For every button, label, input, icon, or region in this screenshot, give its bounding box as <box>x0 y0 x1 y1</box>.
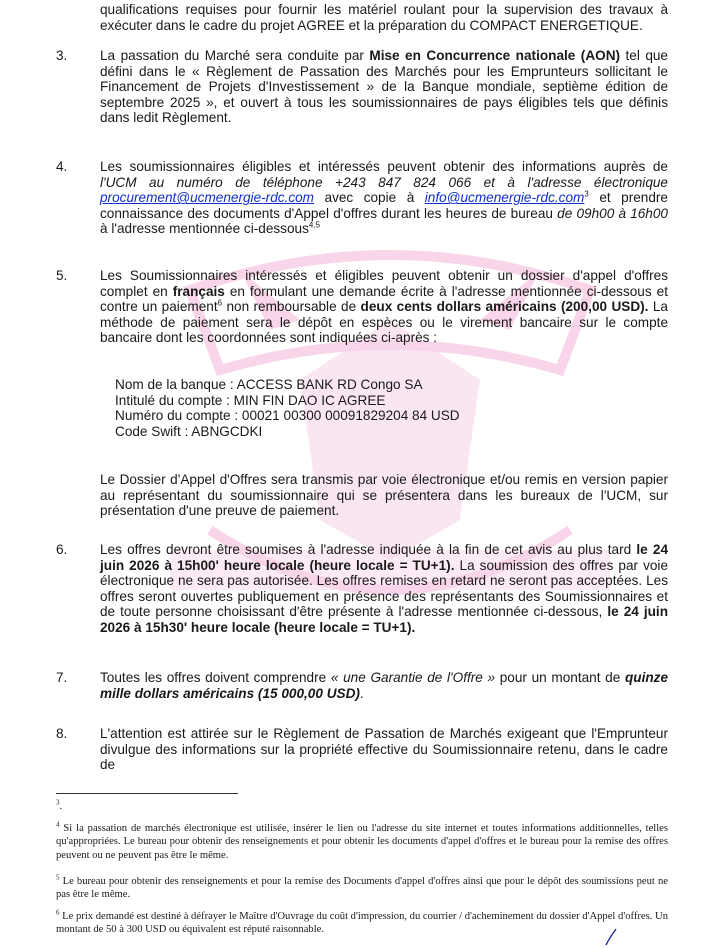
footnote-4: $^4$ Si la passation de marchés électronique est utilisée, insérer le lien ou l'adresse du site internet et toutes informations additionnelles, telles qu'appropriées. Le bureau pour obtenir des renseignements et pour obtenir les documents d'appel d'offres et le bureau pour la remise des offres peuvent ou ne peuvent pas être le même. <box>56 820 668 861</box>
paragraph-number-6: 6. <box>56 542 68 557</box>
paragraph-number-8: 8. <box>56 726 68 741</box>
email-link-procurement[interactable]: procurement@ucmenergie-rdc.com <box>100 190 315 206</box>
paragraph-continuation: qualifications requises pour fournir les matériel roulant pour la supervision des travaux à exécuter dans le cadre du projet AGREE et la préparation du COMPACT ENERGETIQUE. <box>100 2 668 33</box>
bid-guarantee-amount: quinze mille dollars américains (15 000,00 USD) <box>100 670 669 701</box>
paragraph-6: Les offres devront être soumises à l'adresse indiquée à la fin de cet avis au plus tard le 24 juin 2026 à 15h00' heure locale (heure locale = TU+1). La soumission des offres par voie électronique ne sera pas autorisée. Les offres remises en retard ne seront pas acceptées. Les offres seront ouvertes publiquement en présence des représentants des Soumissionnaires et de toute personne choisissant d'être présente à l'adresse mentionnée ci-dessous, le 24 juin 2026 à 15h30' heure locale (heure locale = TU+1). <box>100 542 669 635</box>
footnote-5: $^5$ Le bureau pour obtenir des renseignements et pour la remise des Documents d'appel d'offres ainsi que pour le dépôt des soumissions peut ne pas être le même. <box>56 873 668 901</box>
paragraph-5: Les Soumissionnaires intéressés et éligibles peuvent obtenir un dossier d'appel d'offres complet en français en formulant une demande écrite à l'adresse mentionnée ci-dessous et contre un paiement$^6$ non remboursable de deux cents dollars américains (200,00 USD). La méthode de paiement sera le dépôt en espèces ou le virement bancaire sur le compte bancaire dont les coordonnées sont indiquées ci-après : <box>100 268 668 346</box>
procurement-method: Mise en Concurrence nationale (AON) <box>369 48 621 63</box>
swift-code: Code Swift : ABNGCDKI <box>115 423 263 439</box>
submission-deadline: le 24 juin 2026 à 15h00' heure locale (heure locale = TU+1). <box>100 542 669 573</box>
account-title: Intitulé du compte : MIN FIN DAO IC AGREE <box>115 392 386 408</box>
signature-stroke-icon <box>604 928 618 946</box>
paragraph-number-5: 5. <box>56 268 68 283</box>
paragraph-number-4: 4. <box>56 159 68 174</box>
paragraph-4: Les soumissionnaires éligibles et intéressés peuvent obtenir des informations auprès de l'UCM au numéro de téléphone +243 847 824 066 et à l'adresse électronique procurement@ucmenergie-rdc.com avec copie à info@ucmenergie-rdc.com$^3$ et prendre connaissance des documents d'Appel d'offres durant les heures de bureau de 09h00 à 16h00 à l'adresse mentionnée ci-dessous$^{4,5}$ <box>100 159 668 237</box>
paragraph-number-7: 7. <box>56 670 68 685</box>
account-number: Numéro du compte : 00021 00300 00091829204 84 USD <box>115 408 460 424</box>
email-link-info[interactable]: info@ucmenergie-rdc.com <box>424 190 585 206</box>
paragraph-7: Toutes les offres doivent comprendre « une Garantie de l'Offre » pour un montant de quinze mille dollars américains (15 000,00 USD). <box>100 670 669 701</box>
fee-amount: deux cents dollars américains (200,00 USD). <box>360 299 649 315</box>
opening-date: le 24 juin 2026 à 15h30' heure locale (heure locale = TU+1). <box>100 604 668 635</box>
paragraph-8: L'attention est attirée sur le Règlement de Passation de Marchés exigeant que l'Emprunteur divulgue des informations sur la propriété effective du Soumissionnaire retenu, dans le cadre de <box>100 726 668 773</box>
paragraph-3: La passation du Marché sera conduite par Mise en Concurrence nationale (AON) tel que défini dans le « Règlement de Passation des Marchés pour les Emprunteurs sollicitant le Financement de Projets d'Investissement » de la Banque mondiale, septième édition de septembre 2025 », et ouvert à tous les soumissionnaires de pays éligibles tels que définis dans ledit Règlement. <box>100 48 668 126</box>
footnote-6: $^6$ Le prix demandé est destiné à défrayer le Maître d'Ouvrage du coût d'impression, du courrier / d'acheminement du dossier d'Appel d'offres. Un montant de 50 à 300 USD ou équivalent est réputé raisonnable. <box>56 908 668 936</box>
footnote-separator <box>56 793 238 794</box>
paragraph-number-3: 3. <box>56 48 68 63</box>
bank-details <box>115 377 460 439</box>
bank-name: Nom de la banque : ACCESS BANK RD Congo SA <box>115 377 423 392</box>
footnote-3: $^3$. <box>56 798 63 812</box>
paragraph-5-closing: Le Dossier d'Appel d'Offres sera transmis par voie électronique et/ou remis en version papier au représentant du soumissionnaire qui se présentera dans les bureaux de l'UCM, sur présentation d'une preuve de paiement. <box>100 472 668 519</box>
